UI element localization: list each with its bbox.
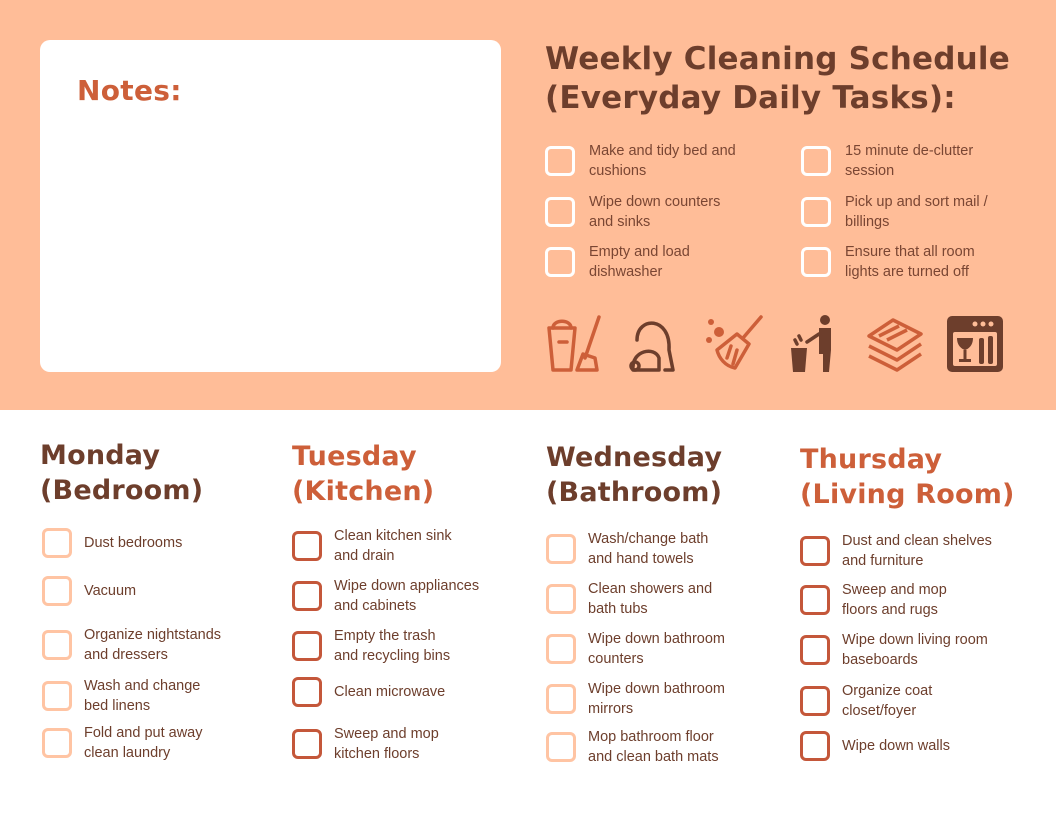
task-label: Vacuum — [84, 583, 137, 599]
task-label: Mop bathroom floor and clean bath mats — [588, 729, 719, 765]
task-label: Sweep and mop floors and rugs — [842, 582, 947, 618]
day-task[interactable] — [546, 679, 725, 719]
checkbox[interactable] — [545, 247, 575, 277]
checkbox[interactable] — [292, 581, 322, 611]
day-task[interactable] — [292, 576, 479, 616]
vacuum-icon — [625, 314, 685, 374]
checkbox[interactable] — [42, 576, 72, 606]
day-task[interactable] — [800, 630, 988, 670]
daily-task[interactable] — [801, 192, 988, 232]
day-task[interactable] — [292, 724, 439, 764]
task-label: Wipe down bathroom mirrors — [588, 681, 726, 717]
task-label: Sweep and mop kitchen floors — [334, 726, 439, 762]
day-task[interactable] — [800, 731, 950, 761]
checkbox[interactable] — [801, 146, 831, 176]
checkbox[interactable] — [545, 146, 575, 176]
checkbox[interactable] — [292, 677, 322, 707]
day-title: Thursday (Living Room) — [800, 444, 1015, 510]
checkbox[interactable] — [545, 197, 575, 227]
checkbox[interactable] — [800, 585, 830, 615]
task-label: Empty and load dishwasher — [589, 244, 690, 280]
task-label: Wipe down counters and sinks — [589, 194, 721, 230]
checkbox[interactable] — [292, 729, 322, 759]
day-title: Wednesday (Bathroom) — [546, 442, 723, 508]
task-label: Wipe down living room baseboards — [842, 632, 988, 668]
day-task[interactable] — [292, 526, 452, 566]
daily-task[interactable] — [801, 242, 975, 282]
checkbox[interactable] — [292, 631, 322, 661]
day-task[interactable] — [42, 576, 136, 606]
checkbox[interactable] — [42, 630, 72, 660]
task-label: Pick up and sort mail / billings — [845, 194, 988, 230]
day-column-monday — [40, 438, 280, 788]
checkbox[interactable] — [801, 247, 831, 277]
day-task[interactable] — [800, 681, 932, 721]
stack-icon — [865, 314, 925, 374]
checkbox[interactable] — [800, 731, 830, 761]
day-task[interactable] — [800, 580, 947, 620]
weekly-title-line-1: Weekly Cleaning Schedule — [545, 41, 1010, 77]
daily-task-list — [545, 141, 1015, 291]
checkbox[interactable] — [546, 732, 576, 762]
person-trash-icon — [785, 314, 845, 374]
day-task[interactable] — [42, 676, 200, 716]
task-label: 15 minute de-clutter session — [845, 143, 974, 179]
day-column-tuesday — [292, 439, 532, 789]
checkbox[interactable] — [42, 728, 72, 758]
task-label: Organize nightstands and dressers — [84, 627, 222, 663]
daily-task[interactable] — [545, 141, 736, 181]
task-label: Clean microwave — [334, 684, 446, 700]
checkbox[interactable] — [42, 528, 72, 558]
day-task[interactable] — [42, 625, 221, 665]
task-label: Wipe down bathroom counters — [588, 631, 726, 667]
task-label: Dust and clean shelves and furniture — [842, 533, 992, 569]
task-label: Ensure that all room lights are turned off — [845, 244, 975, 280]
checkbox[interactable] — [800, 536, 830, 566]
day-task[interactable] — [42, 528, 182, 558]
day-task[interactable] — [800, 531, 992, 571]
weekly-schedule-title — [545, 40, 1045, 118]
notes-box[interactable] — [40, 40, 501, 372]
day-task[interactable] — [546, 529, 708, 569]
checkbox[interactable] — [800, 635, 830, 665]
checkbox[interactable] — [801, 197, 831, 227]
task-label: Empty the trash and recycling bins — [334, 628, 451, 664]
task-label: Clean showers and bath tubs — [588, 581, 713, 617]
day-title: Monday (Bedroom) — [40, 440, 204, 506]
task-label: Make and tidy bed and cushions — [589, 143, 736, 179]
weekly-title-line-2: (Everyday Daily Tasks): — [545, 80, 956, 116]
day-task[interactable] — [546, 727, 719, 767]
notes-title: Notes: — [77, 74, 182, 107]
dishwasher-icon — [945, 314, 1005, 374]
day-task[interactable] — [546, 579, 712, 619]
sweeping-broom-icon — [705, 314, 765, 374]
day-column-thursday — [800, 442, 1040, 792]
bucket-broom-icon — [545, 314, 605, 374]
task-label: Organize coat closet/foyer — [842, 683, 933, 719]
daily-task[interactable] — [545, 192, 720, 232]
task-label: Wipe down appliances and cabinets — [334, 578, 480, 614]
day-title: Tuesday (Kitchen) — [292, 441, 435, 507]
task-label: Wash and change bed linens — [84, 678, 201, 714]
day-task[interactable] — [546, 629, 725, 669]
checkbox[interactable] — [546, 684, 576, 714]
checkbox[interactable] — [546, 584, 576, 614]
day-column-wednesday — [546, 440, 786, 790]
daily-task[interactable] — [801, 141, 973, 181]
task-label: Wipe down walls — [842, 738, 950, 754]
task-label: Dust bedrooms — [84, 535, 183, 551]
day-task[interactable] — [292, 626, 450, 666]
checkbox[interactable] — [42, 681, 72, 711]
checkbox[interactable] — [292, 531, 322, 561]
day-task[interactable] — [292, 677, 445, 707]
checkbox[interactable] — [546, 634, 576, 664]
task-label: Wash/change bath and hand towels — [588, 531, 709, 567]
day-task[interactable] — [42, 723, 203, 763]
daily-task[interactable] — [545, 242, 690, 282]
task-label: Fold and put away clean laundry — [84, 725, 203, 761]
checkbox[interactable] — [800, 686, 830, 716]
checkbox[interactable] — [546, 534, 576, 564]
cleaning-icons-row — [545, 314, 1005, 374]
task-label: Clean kitchen sink and drain — [334, 528, 452, 564]
